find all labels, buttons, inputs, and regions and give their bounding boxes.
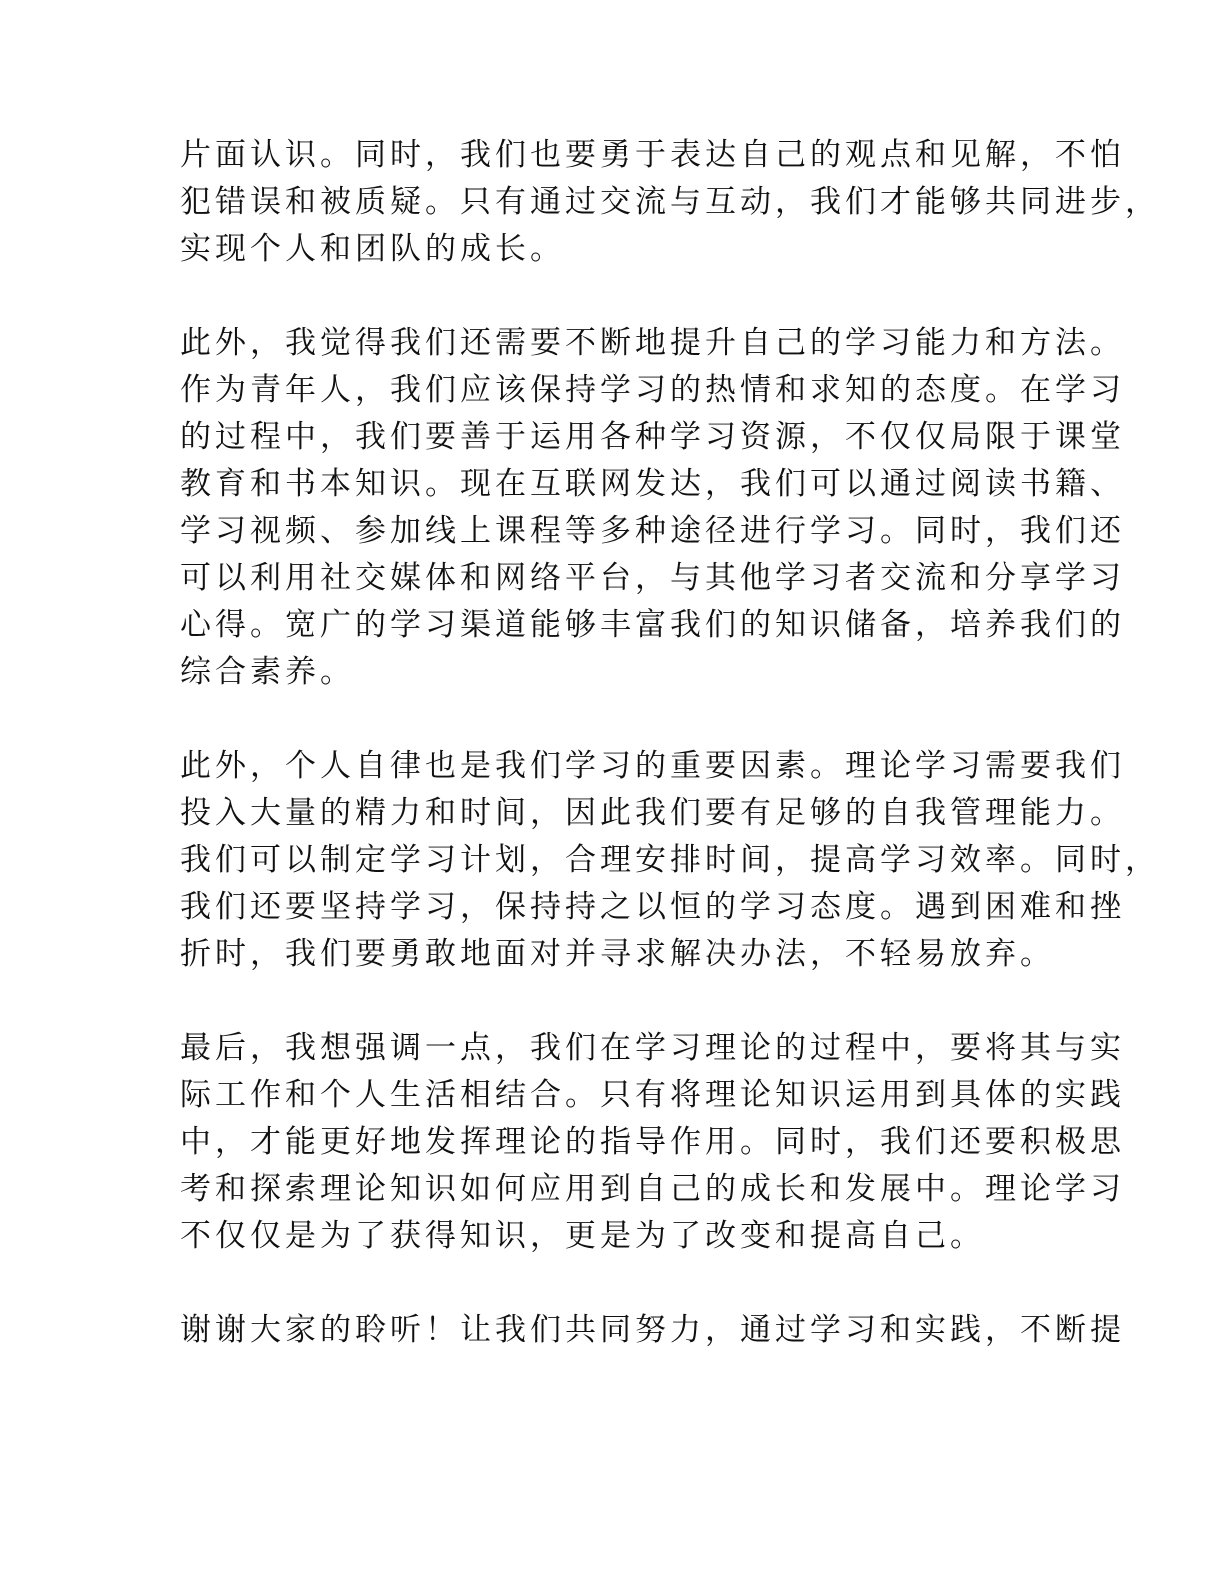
text-line: 教育和书本知识。现在互联网发达，我们可以通过阅读书籍、	[180, 466, 1125, 502]
paragraph-2	[180, 320, 1125, 696]
text-line: 学习视频、参加线上课程等多种途径进行学习。同时，我们还	[180, 513, 1125, 549]
paragraph-3	[180, 743, 1160, 978]
text-line: 不仅仅是为了获得知识，更是为了改变和提高自己。	[180, 1218, 985, 1254]
text-line: 中，才能更好地发挥理论的指导作用。同时，我们还要积极思	[180, 1124, 1125, 1160]
text-line: 折时，我们要勇敢地面对并寻求解决办法，不轻易放弃。	[180, 936, 1055, 972]
text-line: 我们可以制定学习计划，合理安排时间，提高学习效率。同时，	[180, 842, 1160, 878]
text-line: 谢谢大家的聆听！让我们共同努力，通过学习和实践，不断提	[180, 1312, 1125, 1348]
text-line: 最后，我想强调一点，我们在学习理论的过程中，要将其与实	[180, 1030, 1125, 1066]
text-line: 片面认识。同时，我们也要勇于表达自己的观点和见解，不怕	[180, 137, 1125, 173]
document-body	[180, 132, 1160, 1401]
text-line: 考和探索理论知识如何应用到自己的成长和发展中。理论学习	[180, 1171, 1125, 1207]
paragraph-5	[180, 1307, 1125, 1354]
text-line: 投入大量的精力和时间，因此我们要有足够的自我管理能力。	[180, 795, 1125, 831]
text-line: 此外，个人自律也是我们学习的重要因素。理论学习需要我们	[180, 748, 1125, 784]
text-line: 实现个人和团队的成长。	[180, 231, 565, 267]
text-line: 综合素养。	[180, 654, 355, 690]
paragraph-4	[180, 1025, 1125, 1260]
paragraph-1	[180, 132, 1160, 273]
text-line: 我们还要坚持学习，保持持之以恒的学习态度。遇到困难和挫	[180, 889, 1125, 925]
text-line: 作为青年人，我们应该保持学习的热情和求知的态度。在学习	[180, 372, 1125, 408]
text-line: 犯错误和被质疑。只有通过交流与互动，我们才能够共同进步，	[180, 184, 1160, 220]
text-line: 此外，我觉得我们还需要不断地提升自己的学习能力和方法。	[180, 325, 1125, 361]
text-line: 际工作和个人生活相结合。只有将理论知识运用到具体的实践	[180, 1077, 1125, 1113]
text-line: 可以利用社交媒体和网络平台，与其他学习者交流和分享学习	[180, 560, 1125, 596]
text-line: 心得。宽广的学习渠道能够丰富我们的知识储备，培养我们的	[180, 607, 1125, 643]
text-line: 的过程中，我们要善于运用各种学习资源，不仅仅局限于课堂	[180, 419, 1125, 455]
